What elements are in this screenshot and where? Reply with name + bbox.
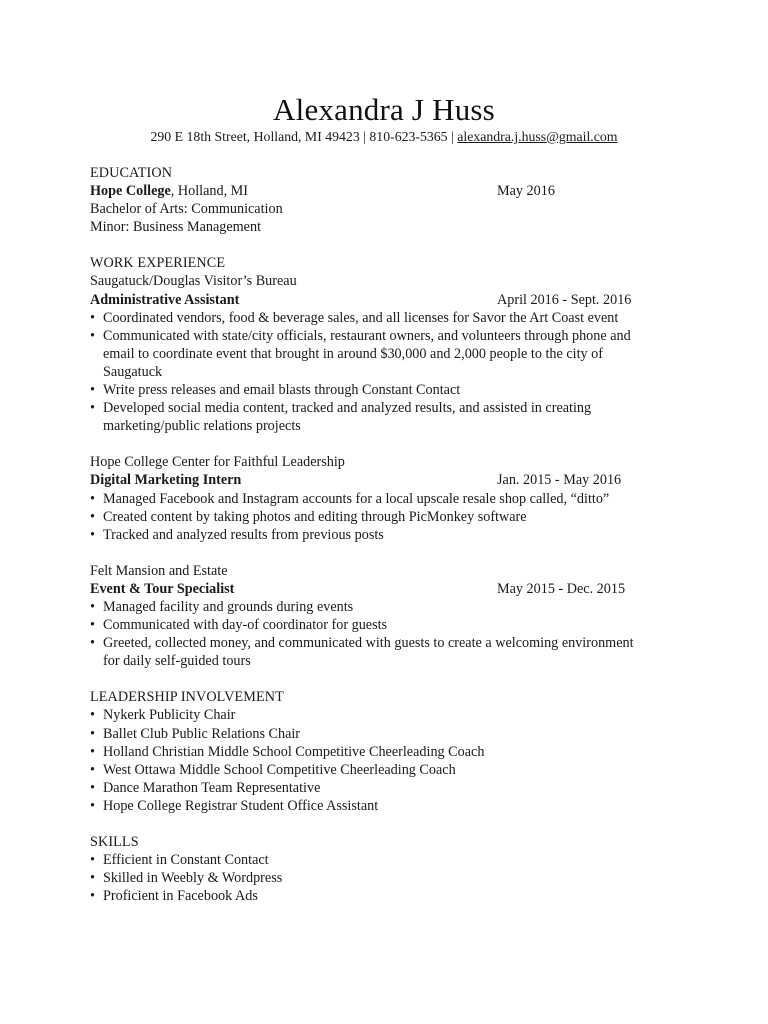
list-item: • Skilled in Weebly & Wordpress: [90, 869, 690, 887]
bullet-line: Greeted, collected money, and communicated with guests to create a welcoming environment: [103, 635, 634, 652]
contact-separator: |: [363, 129, 366, 144]
bullet-item: [90, 634, 690, 670]
list-item: • Dance Marathon Team Representative: [90, 779, 690, 797]
contact-separator: |: [451, 129, 454, 144]
leadership-list: [90, 706, 690, 815]
resume-header: [0, 92, 768, 146]
leadership-section: [90, 688, 690, 815]
bullet-line: Saugatuck: [103, 363, 163, 380]
phone: 810-623-5365: [369, 129, 448, 144]
job-date: April 2016 - Sept. 2016: [497, 291, 632, 308]
job-role: Event & Tour Specialist: [90, 580, 235, 597]
job-bullets: [90, 309, 690, 436]
degree: Bachelor of Arts: Communication: [90, 201, 283, 218]
education-date: May 2016: [497, 183, 555, 200]
job-date: May 2015 - Dec. 2015: [497, 580, 626, 597]
section-title-education: EDUCATION: [90, 165, 173, 181]
list-item: • Efficient in Constant Contact: [90, 851, 690, 869]
education-section: [90, 164, 690, 236]
bullet-item: [90, 327, 690, 381]
bullet-item: [90, 399, 690, 435]
bullet-item: • Managed facility and grounds during events: [90, 598, 690, 616]
bullet-line: email to coordinate event that brought in around $30,000 and 2,000 people to the city of: [103, 345, 603, 362]
job-organization: Hope College Center for Faithful Leadership: [90, 454, 345, 471]
job-entry: [90, 453, 690, 543]
bullet-item: • Created content by taking photos and editing through PicMonkey software: [90, 508, 690, 526]
education-school-row: [90, 182, 690, 200]
bullet-item: • Managed Facebook and Instagram accounts for a local upscale resale shop called, “ditto”: [90, 490, 690, 508]
job-role-row: [90, 471, 690, 489]
bullet-item: • Coordinated vendors, food & beverage sales, and all licenses for Savor the Art Coast event: [90, 309, 690, 327]
job-entry: [90, 272, 690, 435]
list-item: • Proficient in Facebook Ads: [90, 887, 690, 905]
list-item: • West Ottawa Middle School Competitive Cheerleading Coach: [90, 761, 690, 779]
job-organization: Saugatuck/Douglas Visitor’s Bureau: [90, 273, 297, 290]
skills-list: [90, 851, 690, 905]
bullet-item: • Write press releases and email blasts through Constant Contact: [90, 381, 690, 399]
list-item: • Holland Christian Middle School Competitive Cheerleading Coach: [90, 743, 690, 761]
address: 290 E 18th Street, Holland, MI 49423: [150, 129, 360, 144]
section-title-work: WORK EXPERIENCE: [90, 255, 226, 272]
section-title-leadership: LEADERSHIP INVOLVEMENT: [90, 689, 284, 706]
job-organization: Felt Mansion and Estate: [90, 562, 228, 579]
contact-line: [0, 128, 768, 146]
bullet-item: • Tracked and analyzed results from previous posts: [90, 526, 690, 544]
job-role-row: [90, 580, 690, 598]
bullet-item: • Communicated with day-of coordinator for guests: [90, 616, 690, 634]
list-item: • Hope College Registrar Student Office Assistant: [90, 797, 690, 815]
resume-body: [90, 164, 690, 923]
job-role-row: [90, 291, 690, 309]
job-date: Jan. 2015 - May 2016: [497, 472, 622, 489]
candidate-name: Alexandra J Huss: [273, 92, 495, 127]
school-location: , Holland, MI: [170, 183, 249, 200]
list-item: • Nykerk Publicity Chair: [90, 706, 690, 724]
bullet-line: Communicated with state/city officials, restaurant owners, and volunteers through phone and: [103, 327, 631, 344]
list-item: • Ballet Club Public Relations Chair: [90, 725, 690, 743]
job-bullets: [90, 490, 690, 544]
job-role: Administrative Assistant: [90, 291, 240, 308]
bullet-line: for daily self-guided tours: [103, 653, 251, 670]
job-bullets: [90, 598, 690, 670]
minor: Minor: Business Management: [90, 219, 262, 236]
bullet-line: marketing/public relations projects: [103, 418, 301, 435]
job-entry: [90, 562, 690, 671]
section-title-skills: SKILLS: [90, 834, 139, 850]
job-role: Digital Marketing Intern: [90, 472, 242, 489]
skills-section: [90, 833, 690, 905]
school-name: Hope College: [90, 183, 171, 200]
work-section: [90, 254, 690, 670]
bullet-line: Developed social media content, tracked and analyzed results, and assisted in creating: [103, 400, 592, 417]
email-link[interactable]: alexandra.j.huss@gmail.com: [457, 129, 618, 144]
